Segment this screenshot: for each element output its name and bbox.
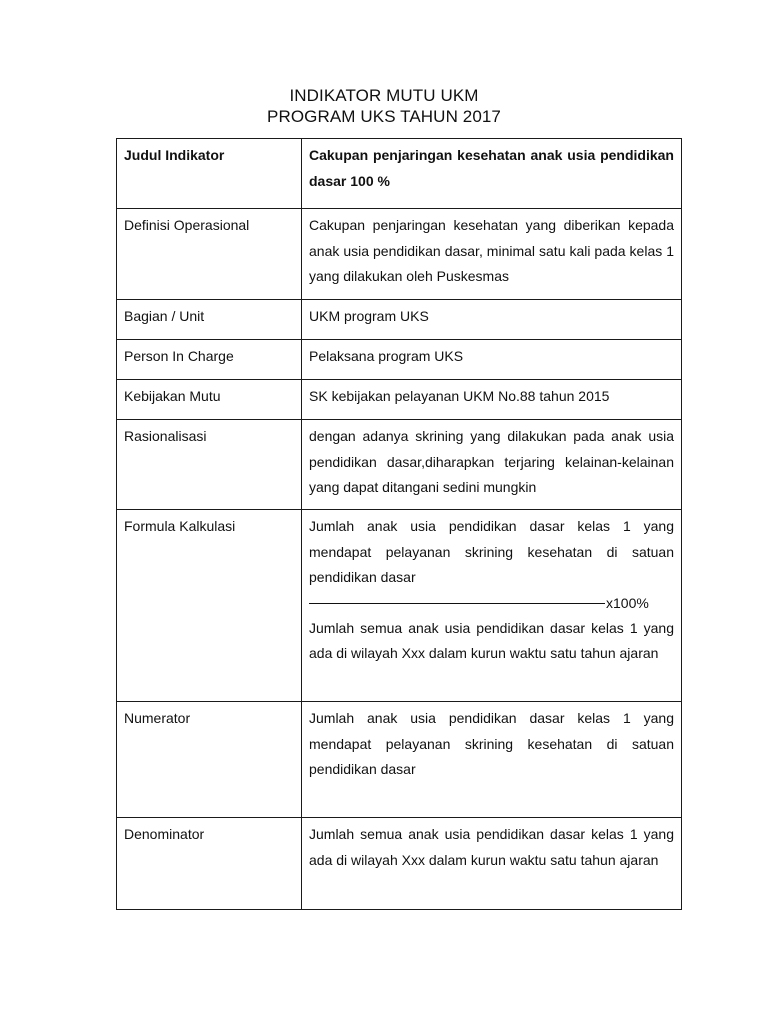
formula-fraction-line [309,591,674,616]
title-line-1: INDIKATOR MUTU UKM [289,86,479,105]
row-judul-indikator [117,139,682,209]
row-kebijakan-mutu [117,380,682,420]
row-numerator [117,702,682,818]
label-definisi-operasional: Definisi Operasional [117,209,302,300]
document-title [0,85,768,127]
value-kebijakan-mutu: SK kebijakan pelayanan UKM No.88 tahun 2015 [302,380,682,420]
label-kebijakan-mutu: Kebijakan Mutu [117,380,302,420]
label-bagian-unit: Bagian / Unit [117,300,302,340]
row-definisi-operasional [117,209,682,300]
indicator-table [116,138,682,910]
value-formula-kalkulasi [302,510,682,702]
label-judul-indikator: Judul Indikator [117,139,302,209]
label-rasionalisasi: Rasionalisasi [117,420,302,510]
row-bagian-unit [117,300,682,340]
fraction-rule [309,603,605,604]
label-person-in-charge: Person In Charge [117,340,302,380]
value-rasionalisasi: dengan adanya skrining yang dilakukan pada anak usia pendidikan dasar,diharapkan terjaring kelainan-kelainan yang dapat ditangani sedini mungkin [302,420,682,510]
value-definisi-operasional: Cakupan penjaringan kesehatan yang diberikan kepada anak usia pendidikan dasar, minimal satu kali pada kelas 1 yang dilakukan oleh Puskesmas [302,209,682,300]
label-formula-kalkulasi: Formula Kalkulasi [117,510,302,702]
value-bagian-unit: UKM program UKS [302,300,682,340]
value-judul-indikator: Cakupan penjaringan kesehatan anak usia pendidikan dasar 100 % [302,139,682,209]
row-formula-kalkulasi [117,510,682,702]
value-denominator: Jumlah semua anak usia pendidikan dasar kelas 1 yang ada di wilayah Xxx dalam kurun waktu satu tahun ajaran [302,818,682,910]
row-person-in-charge [117,340,682,380]
formula-numerator: Jumlah anak usia pendidikan dasar kelas 1 yang mendapat pelayanan skrining kesehatan di satuan pendidikan dasar [309,518,674,585]
formula-multiplier: x100% [606,594,649,611]
row-denominator [117,818,682,910]
formula-denominator: Jumlah semua anak usia pendidikan dasar kelas 1 yang ada di wilayah Xxx dalam kurun waktu satu tahun ajaran [309,619,674,661]
value-numerator: Jumlah anak usia pendidikan dasar kelas 1 yang mendapat pelayanan skrining kesehatan di satuan pendidikan dasar [302,702,682,818]
value-person-in-charge: Pelaksana program UKS [302,340,682,380]
label-numerator: Numerator [117,702,302,818]
title-line-2: PROGRAM UKS TAHUN 2017 [267,107,501,126]
row-rasionalisasi [117,420,682,510]
label-denominator: Denominator [117,818,302,910]
